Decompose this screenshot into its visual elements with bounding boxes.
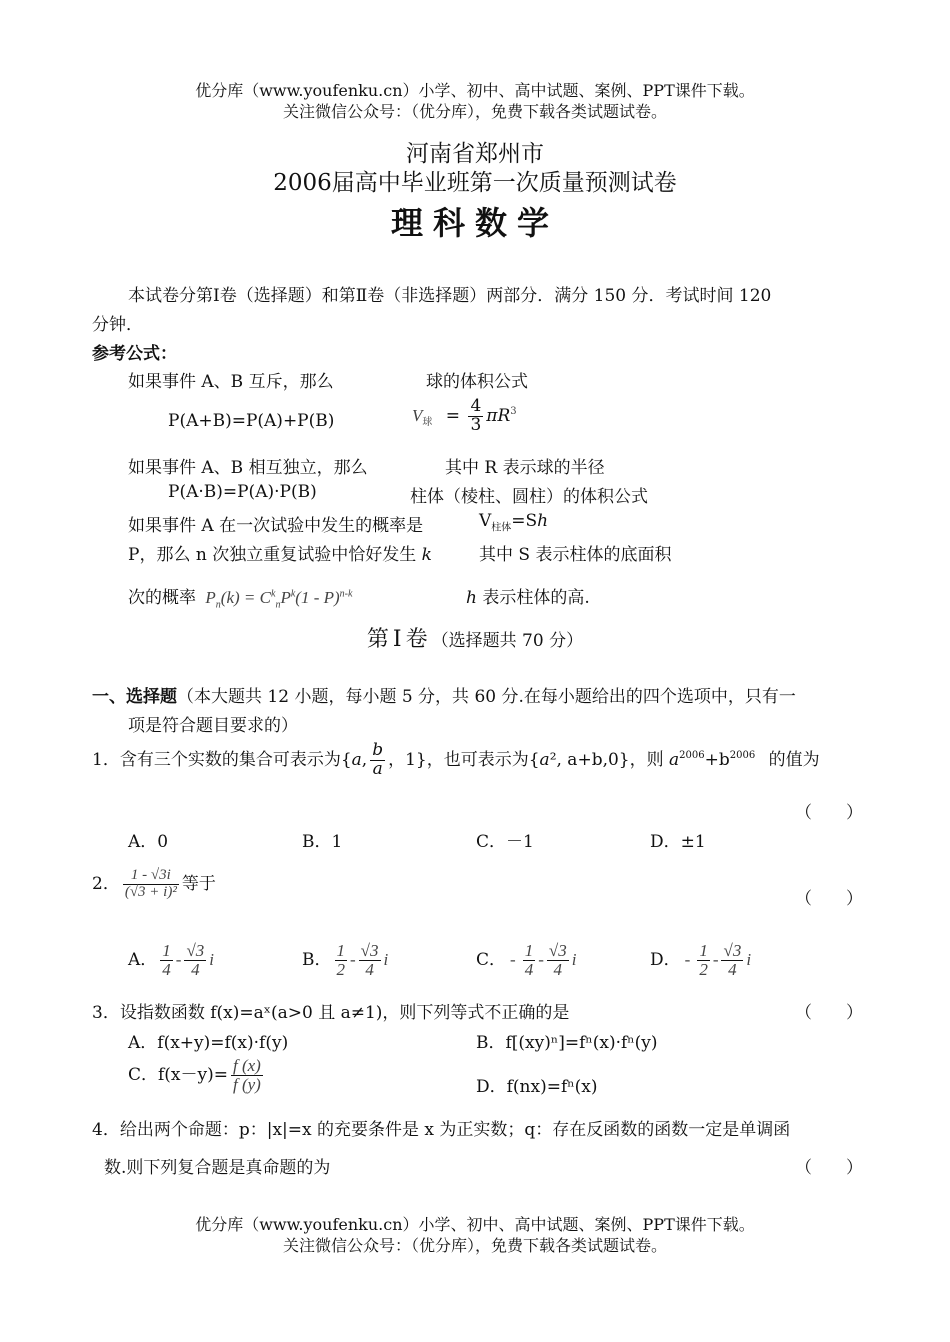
question-1: 1．含有三个实数的集合可表示为{a, $\frac{b}{a}$ ，1}，也可表示为{a², a+b,0}，则 $a^{2006}+b^{2006}$ 的值为: [92, 740, 820, 779]
q3-option-b: B．f[(xy)ⁿ]=fⁿ(x)·fⁿ(y): [476, 1033, 658, 1053]
part1-title: 第Ⅰ卷: [366, 627, 432, 652]
prism-h: h: [537, 511, 549, 531]
formula-left-4-k: k: [421, 545, 432, 565]
formula-right-1: 球的体积公式: [426, 372, 528, 392]
q1-answer-paren: （ ）: [795, 803, 863, 823]
q2-option-b: B． $\frac{1}{2}$ - $\frac{√3}{4}$ i: [302, 941, 389, 979]
prism-v: V: [479, 511, 492, 531]
formula-right-5: 其中 S 表示柱体的底面积: [479, 545, 672, 565]
question-2: [92, 868, 216, 901]
sphere-num: 4: [470, 396, 482, 416]
q2-a-label: A．: [128, 949, 158, 970]
q4-number: 4．: [92, 1120, 120, 1140]
formula-right-6-text: 表示柱体的高.: [476, 588, 590, 608]
binomial-p: P: [205, 588, 216, 607]
q1-option-c: C．－1: [476, 832, 534, 852]
q1-option-a: A．0: [128, 832, 169, 852]
q1-option-d: D．±1: [650, 832, 706, 852]
sphere-volume-formula: $V_球$ = $\frac{4}{3}$ $\pi R^3$: [412, 396, 517, 435]
q1-sup-2: 2006: [729, 750, 756, 762]
question-4-line-2: 数.则下列复合题是真命题的为: [104, 1158, 331, 1178]
q2-c-label: C．: [476, 949, 507, 970]
prism-eq: =S: [511, 511, 538, 531]
q2-text: 等于: [181, 873, 216, 894]
q2-number: 2．: [92, 873, 120, 894]
q2-answer-paren: （ ）: [795, 889, 863, 909]
q1-fraction: [370, 742, 385, 779]
q3-option-a: A．f(x+y)=f(x)·f(y): [128, 1033, 289, 1053]
q1-text-e: a: [669, 749, 680, 770]
q1-sup-1: 2006: [679, 750, 705, 762]
q2-option-d: D． - $\frac{1}{2}$ - $\frac{√3}{4}$ i: [650, 941, 752, 979]
q1-frac-den: a: [372, 758, 383, 779]
q4-answer-paren: （ ）: [795, 1158, 863, 1178]
formula-right-6-h: h: [466, 588, 477, 608]
question-4-line-1: [92, 1115, 790, 1140]
formula-mutually-exclusive: P(A+B)=P(A)+P(B): [168, 411, 335, 431]
formula-left-3: 如果事件 A 在一次试验中发生的概率是: [128, 516, 424, 536]
intro-line-1: 本试卷分第Ⅰ卷（选择题）和第Ⅱ卷（非选择题）两部分．满分 150 分．考试时间 120: [128, 286, 772, 306]
q2-frac-num: 1 - √3i: [123, 868, 179, 885]
prism-volume-formula: [479, 511, 548, 533]
exam-region: 河南省郑州市: [406, 141, 544, 167]
q2-frac-den: (√3 + i)²: [124, 883, 177, 900]
footer-line-2: 关注微信公众号：（优分库），免费下载各类试题试卷。: [282, 1236, 667, 1255]
section1-line-1: [92, 682, 796, 707]
q3-answer-paren: （ ）: [795, 1003, 863, 1023]
formula-right-3: 柱体（棱柱、圆柱）的体积公式: [410, 487, 648, 507]
q1-text-d: ², a+b,0}，则: [549, 749, 664, 770]
sphere-den: 3: [470, 414, 482, 435]
binomial-label: 次的概率: [128, 588, 196, 608]
formula-left-4: [128, 540, 432, 565]
formula-left-2: 如果事件 A、B 相互独立，那么: [128, 458, 368, 478]
formula-left-1: 如果事件 A、B 互斥，那么: [128, 372, 334, 392]
binomial-formula: 次的概率 $P_n(k) = C^k_nP^k(1 - P)^{n-k}$: [128, 588, 353, 611]
sphere-tail: πR: [486, 405, 511, 426]
section1-label: 一、选择题: [92, 687, 177, 707]
section1-desc-1: （本大题共 12 小题，每小题 5 分，共 60 分.在每小题给出的四个选项中，只有一: [177, 687, 796, 707]
q3-c-label: C．f(x－y)=: [128, 1064, 228, 1085]
section1-line-2: 项是符合题目要求的）: [128, 716, 298, 736]
q1-a: a: [351, 749, 362, 770]
prism-v-sub: 柱体: [491, 522, 512, 534]
q2-option-a: A． $\frac{1}{4}$ - $\frac{√3}{4}$ i: [128, 941, 215, 979]
header-line-1: 优分库（www.youfenku.cn）小学、初中、高中试题、案例、PPT课件下载。: [195, 81, 755, 100]
formula-left-4-text: P，那么 n 次独立重复试验中恰好发生: [128, 545, 417, 565]
q2-d-label: D．: [650, 949, 681, 970]
exam-title: 2006届高中毕业班第一次质量预测试卷: [273, 170, 677, 196]
q3-text: 设指数函数 f(x)=aˣ(a>0 且 a≠1)，则下列等式不正确的是: [119, 1003, 570, 1023]
header-line-2: 关注微信公众号：（优分库），免费下载各类试题试卷。: [282, 102, 667, 121]
q1-text-a: 含有三个实数的集合可表示为{: [119, 749, 352, 770]
q3-option-d: D．f(nx)=fⁿ(x): [476, 1077, 598, 1097]
q1-text-g: 的值为: [768, 749, 820, 770]
q3-number: 3．: [92, 1003, 120, 1023]
q3-option-c: [128, 1057, 266, 1094]
q2-fraction: [123, 868, 179, 901]
intro-line-2: 分钟．: [92, 315, 143, 335]
q1-text-b: ，1}，也可表示为{: [388, 749, 540, 770]
sphere-v: V: [412, 405, 423, 425]
sphere-eq: =: [445, 405, 461, 426]
q1-text-c: a: [539, 749, 550, 770]
q1-frac-num: b: [372, 740, 384, 760]
subject-title: 理科数学: [390, 204, 559, 242]
q1-option-b: B．1: [302, 832, 343, 852]
question-3: [92, 998, 569, 1023]
q3-c-fraction: $\frac{f (x)}{f (y)}$: [233, 1056, 261, 1094]
sphere-fraction: [468, 398, 483, 435]
formula-right-2: 其中 R 表示球的半径: [445, 458, 605, 478]
footer-line-1: 优分库（www.youfenku.cn）小学、初中、高中试题、案例、PPT课件下载。: [195, 1215, 755, 1234]
formula-independent: P(A·B)=P(A)·P(B): [168, 482, 317, 502]
q1-text-f: +b: [704, 749, 730, 770]
part1-subtitle: （选择题共 70 分）: [431, 631, 584, 651]
q2-option-c: C． - $\frac{1}{4}$ - $\frac{√3}{4}$ i: [476, 941, 577, 979]
q4-text-1: 给出两个命题：p：|x|=x 的充要条件是 x 为正实数；q：存在反函数的函数一定是单调函: [119, 1120, 791, 1140]
sphere-v-sub: 球: [422, 417, 433, 429]
q1-number: 1．: [92, 749, 120, 770]
formula-right-6: [466, 583, 590, 608]
formulas-heading: 参考公式：: [92, 344, 177, 364]
q2-b-label: B．: [302, 949, 332, 970]
part1-heading: [0, 622, 950, 653]
